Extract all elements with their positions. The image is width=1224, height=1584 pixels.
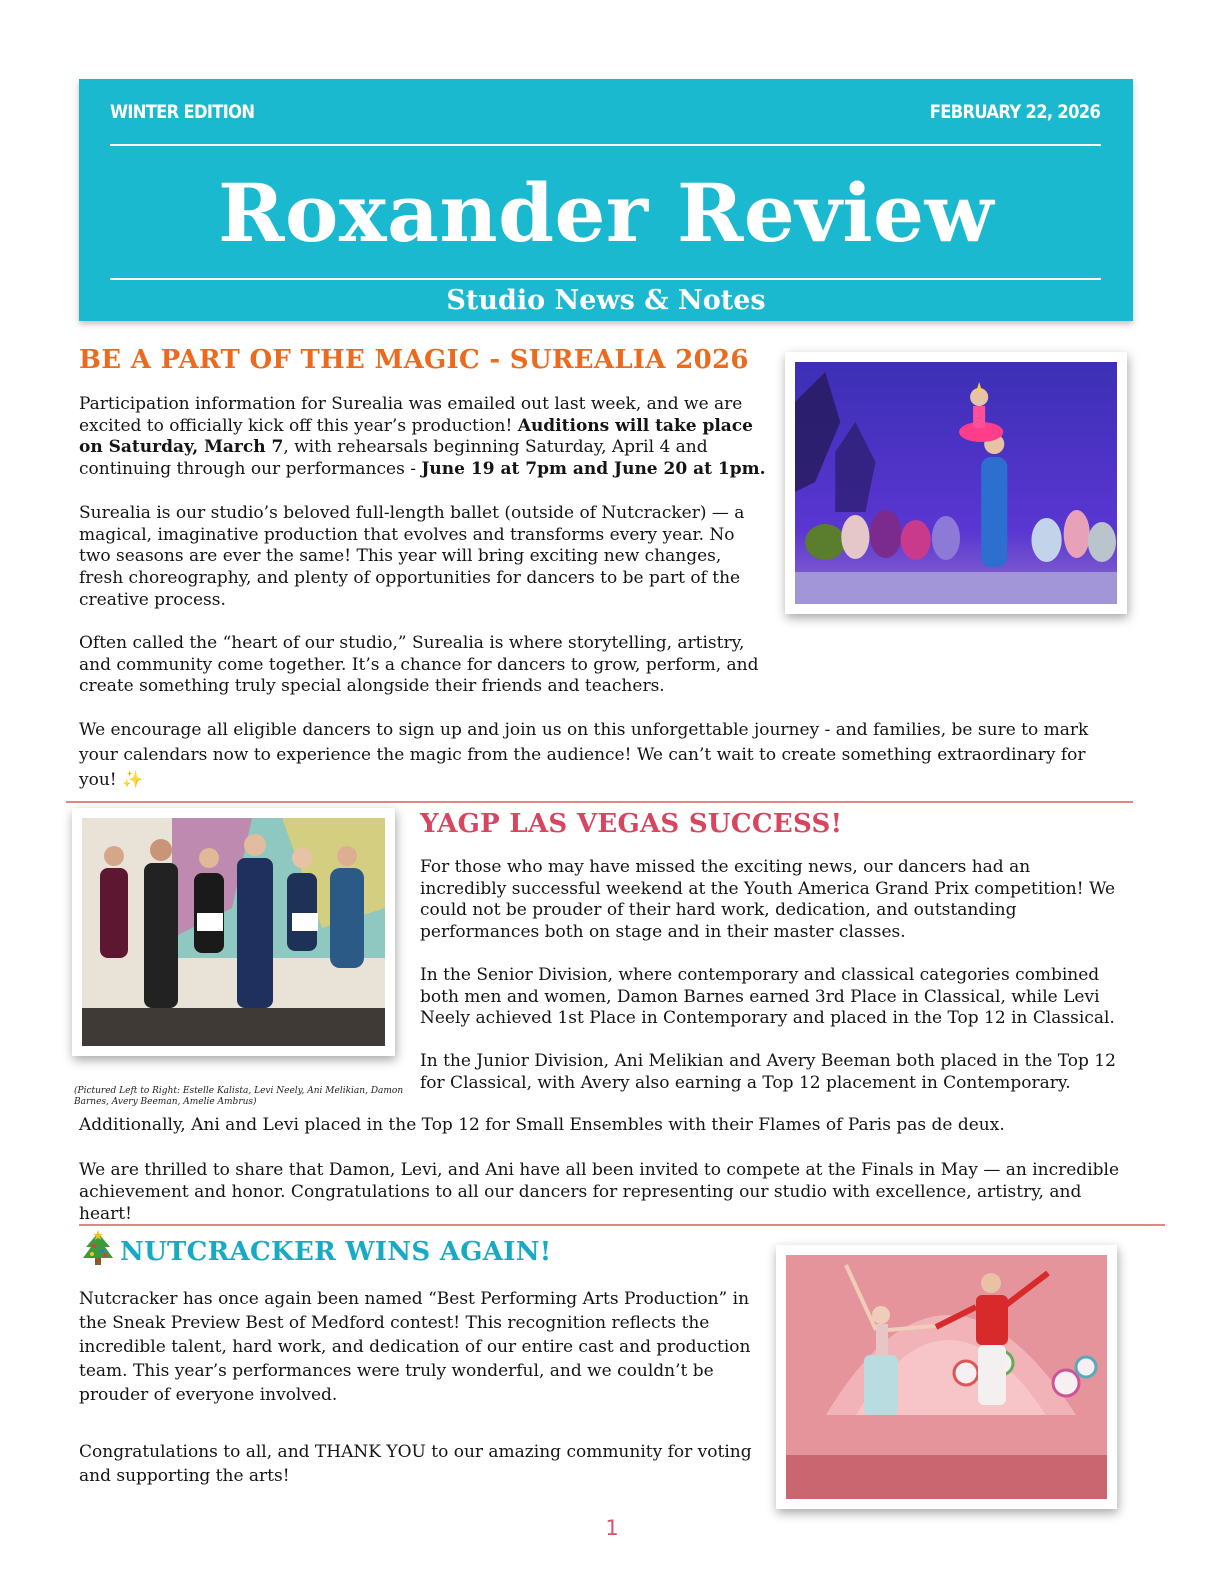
section-divider-1 bbox=[66, 801, 1133, 803]
nutcracker-performance-photo bbox=[776, 1245, 1117, 1509]
page-number: 1 bbox=[605, 1516, 619, 1540]
yagp-group-photo bbox=[72, 808, 395, 1056]
surealia-performance-photo bbox=[785, 352, 1127, 614]
surealia-paragraph-4: We encourage all eligible dancers to sign up and join us on this unforgettable journey - and families, be sure to mark your calendars now to experience the magic from the audience! We can’t wait to create something extraordinary for you! ✨ bbox=[79, 720, 1089, 790]
surealia-paragraph-3: Often called the “heart of our studio,” Surealia is where storytelling, artistry, and community come together. It’s a chance for dancers to grow, perform, and create something truly special alongside their friends and teachers. bbox=[79, 633, 759, 697]
masthead-top-rule bbox=[110, 144, 1101, 146]
christmas-tree-icon bbox=[80, 1230, 116, 1268]
masthead-bottom-rule bbox=[110, 278, 1101, 280]
nutcracker-paragraph-1: Nutcracker has once again been named “Best Performing Arts Production” in the Sneak Preview Best of Medford contest! This recognition reflects the incredible talent, hard work, and dedication of our entire cast and production team. This year’s performances were truly wonderful, and we couldn’t be prouder of everyone involved. bbox=[79, 1289, 751, 1405]
surealia-headline: BE A PART OF THE MAGIC - SUREALIA 2026 bbox=[79, 345, 749, 375]
edition-label: WINTER EDITION bbox=[110, 101, 255, 123]
surealia-paragraph-1: Participation information for Surealia was emailed out last week, and we are excited to officially kick off this year’s production! Auditions will take place on Saturday, March 7, with rehearsals beginning Saturday, April 4 and continuing through our performances - June 19 at 7pm and June 20 at 1pm. bbox=[79, 394, 766, 480]
issue-date: FEBRUARY 22, 2026 bbox=[929, 101, 1100, 123]
nutcracker-paragraph-2: Congratulations to all, and THANK YOU to our amazing community for voting and supporting the arts! bbox=[79, 1442, 752, 1486]
newsletter-title: Roxander Review bbox=[218, 166, 994, 260]
yagp-headline: YAGP LAS VEGAS SUCCESS! bbox=[420, 809, 843, 839]
yagp-paragraph-2: In the Senior Division, where contemporary and classical categories combined both men and women, Damon Barnes earned 3rd Place in Classical, while Levi Neely achieved 1st Place in Contemporary and placed in the Top 12 in Classical. bbox=[420, 965, 1115, 1029]
section-divider-2 bbox=[79, 1224, 1165, 1226]
newsletter-subtitle: Studio News & Notes bbox=[446, 285, 766, 316]
photo-caption: (Pictured Left to Right: Estelle Kalista, Levi Neely, Ani Melikian, Damon Barnes, Avery Beeman, Amelie Ambrus) bbox=[74, 1086, 404, 1107]
nutcracker-headline: NUTCRACKER WINS AGAIN! bbox=[120, 1237, 552, 1267]
yagp-paragraph-4: Additionally, Ani and Levi placed in the Top 12 for Small Ensembles with their Flames of Paris pas de deux. bbox=[79, 1115, 1005, 1135]
surealia-paragraph-2: Surealia is our studio’s beloved full-length ballet (outside of Nutcracker) — a magical, imaginative production that evolves and transforms every year. No two seasons are ever the same! This year will bring exciting new changes, fresh choreography, and plenty of opportunities for dancers to be part of the creative process. bbox=[79, 503, 745, 610]
yagp-paragraph-1: For those who may have missed the exciting news, our dancers had an incredibly successful weekend at the Youth America Grand Prix competition! We could not be prouder of their hard work, dedication, and outstanding performances both on stage and in their master classes. bbox=[420, 857, 1116, 943]
yagp-paragraph-5: We are thrilled to share that Damon, Levi, and Ani have all been invited to compete at the Finals in May — an incredible achievement and honor. Congratulations to all our dancers for representing our studio with excellence, artistry, and heart! bbox=[79, 1160, 1120, 1224]
yagp-paragraph-3: In the Junior Division, Ani Melikian and Avery Beeman both placed in the Top 12 for Classical, with Avery also earning a Top 12 placement in Contemporary. bbox=[420, 1051, 1116, 1093]
